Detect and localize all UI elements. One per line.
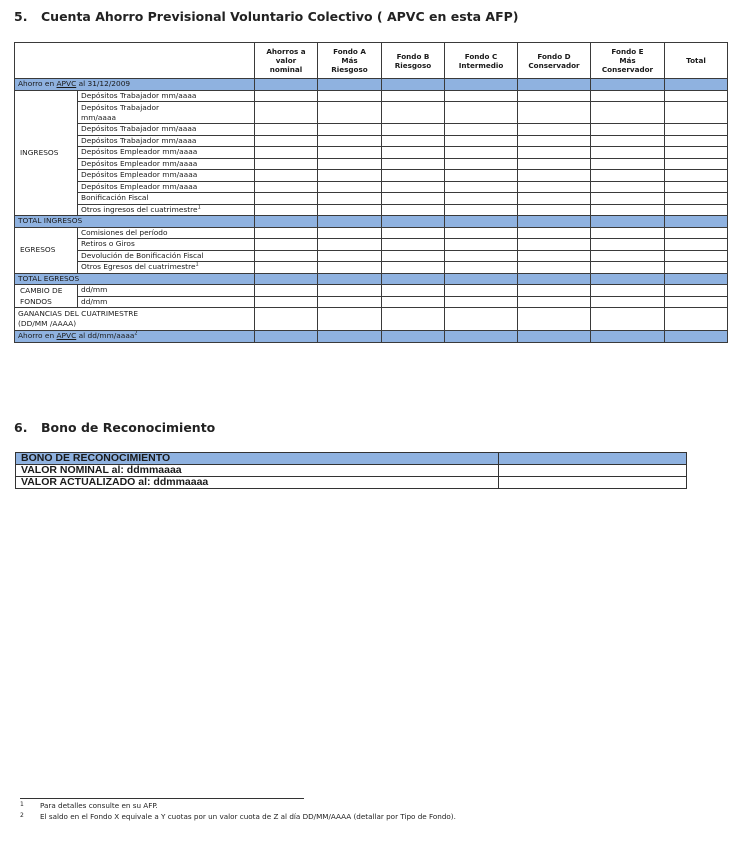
value-cell[interactable]: [445, 124, 518, 136]
value-cell[interactable]: [382, 239, 445, 251]
value-cell[interactable]: [665, 227, 728, 239]
row-label: Ahorro en APVC al dd/mm/aaaa$^2$: [15, 331, 255, 343]
section-number: 6.: [14, 420, 28, 435]
bono-value-cell[interactable]: [499, 477, 687, 489]
value-cell[interactable]: [518, 124, 591, 136]
value-cell[interactable]: [382, 296, 445, 308]
value-cell[interactable]: [518, 181, 591, 193]
value-cell[interactable]: [665, 79, 728, 91]
value-cell[interactable]: [318, 158, 382, 170]
value-cell[interactable]: [318, 135, 382, 147]
bono-value-cell[interactable]: [499, 465, 687, 477]
value-cell[interactable]: [382, 124, 445, 136]
value-cell[interactable]: [665, 135, 728, 147]
value-cell[interactable]: [255, 250, 318, 262]
egresos-row: [15, 239, 728, 251]
value-cell[interactable]: [382, 227, 445, 239]
value-cell[interactable]: [382, 285, 445, 297]
value-cell[interactable]: [591, 204, 665, 216]
row-label: TOTAL EGRESOS: [15, 273, 255, 285]
value-cell[interactable]: [518, 216, 591, 228]
bono-row-nominal: [16, 465, 687, 477]
ingresos-row: [15, 193, 728, 205]
total-egresos-row: [15, 273, 728, 285]
value-cell[interactable]: [255, 296, 318, 308]
value-cell[interactable]: [518, 273, 591, 285]
value-cell[interactable]: [255, 181, 318, 193]
value-cell[interactable]: [445, 135, 518, 147]
ingresos-group-label: INGRESOS: [15, 90, 78, 216]
value-cell[interactable]: [255, 90, 318, 102]
value-cell[interactable]: [591, 147, 665, 159]
value-cell[interactable]: [382, 216, 445, 228]
value-cell[interactable]: [591, 296, 665, 308]
row-label: Depósitos Trabajador mm/aaaa: [78, 102, 255, 124]
value-cell[interactable]: [255, 193, 318, 205]
value-cell[interactable]: [591, 181, 665, 193]
bono-value-cell[interactable]: [499, 453, 687, 465]
value-cell[interactable]: [255, 147, 318, 159]
value-cell[interactable]: [318, 79, 382, 91]
col-header-fondo-c: Fondo C Intermedio: [445, 43, 518, 79]
value-cell[interactable]: [318, 204, 382, 216]
value-cell[interactable]: [318, 102, 382, 124]
header-blank: [15, 43, 255, 79]
value-cell[interactable]: [255, 239, 318, 251]
value-cell[interactable]: [445, 181, 518, 193]
ingresos-row: [15, 135, 728, 147]
row-label: Otros Egresos del cuatrimestre$^1$: [78, 262, 255, 274]
bono-label: VALOR NOMINAL al: ddmmaaaa: [16, 465, 499, 477]
value-cell[interactable]: [318, 216, 382, 228]
value-cell[interactable]: [591, 135, 665, 147]
value-cell[interactable]: [445, 216, 518, 228]
row-label: Depósitos Trabajador mm/aaaa: [78, 124, 255, 136]
value-cell[interactable]: [591, 227, 665, 239]
ingresos-row: [15, 102, 728, 124]
value-cell[interactable]: [445, 273, 518, 285]
value-cell[interactable]: [518, 90, 591, 102]
row-label: Retiros o Giros: [78, 239, 255, 251]
value-cell[interactable]: [591, 308, 665, 331]
value-cell[interactable]: [445, 331, 518, 343]
value-cell[interactable]: [382, 170, 445, 182]
value-cell[interactable]: [318, 331, 382, 343]
value-cell[interactable]: [255, 124, 318, 136]
ingresos-row: [15, 181, 728, 193]
cambio-fondos-label: CAMBIO DE: [15, 285, 78, 297]
value-cell[interactable]: [665, 158, 728, 170]
value-cell[interactable]: [318, 181, 382, 193]
value-cell[interactable]: [665, 250, 728, 262]
row-label: Bonificación Fiscal: [78, 193, 255, 205]
value-cell[interactable]: [445, 158, 518, 170]
value-cell[interactable]: [518, 79, 591, 91]
col-header-fondo-e: Fondo E Más Conservador: [591, 43, 665, 79]
col-header-fondo-a: Fondo A Más Riesgoso: [318, 43, 382, 79]
footnote-divider: [20, 798, 304, 799]
value-cell[interactable]: [255, 331, 318, 343]
row-label: GANANCIAS DEL CUATRIMESTRE (DD/MM /AAAA): [15, 308, 255, 331]
value-cell[interactable]: [591, 158, 665, 170]
row-label: Depósitos Empleador mm/aaaa: [78, 147, 255, 159]
value-cell[interactable]: [255, 227, 318, 239]
value-cell[interactable]: [591, 216, 665, 228]
value-cell[interactable]: [318, 193, 382, 205]
value-cell[interactable]: [665, 170, 728, 182]
value-cell[interactable]: [318, 296, 382, 308]
value-cell[interactable]: [445, 308, 518, 331]
section-title: Cuenta Ahorro Previsional Voluntario Colectivo ( APVC en esta AFP): [41, 9, 519, 24]
value-cell[interactable]: [591, 193, 665, 205]
value-cell[interactable]: [318, 250, 382, 262]
value-cell[interactable]: [382, 147, 445, 159]
footnote-2: 2 El saldo en el Fondo X equivale a Y cuotas por un valor cuota de Z al día DD/MM/AAAA (detallar por Tipo de Fondo).: [20, 812, 456, 821]
value-cell[interactable]: [518, 204, 591, 216]
value-cell[interactable]: [382, 181, 445, 193]
value-cell[interactable]: [255, 273, 318, 285]
value-cell[interactable]: [518, 193, 591, 205]
bono-table: [15, 452, 687, 489]
value-cell[interactable]: [591, 331, 665, 343]
section-5-heading: [14, 9, 519, 24]
value-cell[interactable]: [518, 262, 591, 274]
value-cell[interactable]: [591, 262, 665, 274]
value-cell[interactable]: [318, 147, 382, 159]
value-cell[interactable]: [318, 170, 382, 182]
value-cell[interactable]: [255, 158, 318, 170]
value-cell[interactable]: [665, 308, 728, 331]
cambio-fondos-row: [15, 296, 728, 308]
row-label: Depósitos Empleador mm/aaaa: [78, 158, 255, 170]
ingresos-row: [15, 170, 728, 182]
value-cell[interactable]: [255, 79, 318, 91]
value-cell[interactable]: [665, 204, 728, 216]
value-cell[interactable]: [445, 90, 518, 102]
value-cell[interactable]: [518, 147, 591, 159]
value-cell[interactable]: [445, 193, 518, 205]
value-cell[interactable]: [445, 79, 518, 91]
value-cell[interactable]: [591, 79, 665, 91]
value-cell[interactable]: [518, 250, 591, 262]
col-header-nominal: Ahorros a valor nominal: [255, 43, 318, 79]
footnote-ref: 2: [134, 330, 138, 337]
value-cell[interactable]: [591, 124, 665, 136]
value-cell[interactable]: [445, 239, 518, 251]
value-cell[interactable]: [518, 331, 591, 343]
cambio-fondos-label: FONDOS: [15, 296, 78, 308]
value-cell[interactable]: [318, 285, 382, 297]
value-cell[interactable]: [382, 204, 445, 216]
bono-label: VALOR ACTUALIZADO al: ddmmaaaa: [16, 477, 499, 489]
value-cell[interactable]: [591, 273, 665, 285]
total-ingresos-row: [15, 216, 728, 228]
ingresos-row: [15, 90, 728, 102]
value-cell[interactable]: [255, 170, 318, 182]
value-cell[interactable]: [382, 102, 445, 124]
row-label: dd/mm: [78, 285, 255, 297]
value-cell[interactable]: [518, 135, 591, 147]
value-cell[interactable]: [665, 147, 728, 159]
egresos-row: [15, 250, 728, 262]
row-label: Depósitos Empleador mm/aaaa: [78, 170, 255, 182]
apvc-table: [14, 42, 728, 343]
value-cell[interactable]: [382, 135, 445, 147]
egresos-group-label: EGRESOS: [15, 227, 78, 273]
value-cell[interactable]: [518, 158, 591, 170]
value-cell[interactable]: [665, 216, 728, 228]
value-cell[interactable]: [318, 124, 382, 136]
section-6-heading: [14, 420, 215, 435]
section-number: 5.: [14, 9, 28, 24]
bono-header-label: BONO DE RECONOCIMIENTO: [16, 453, 499, 465]
footnote-ref: 1: [197, 204, 201, 211]
ingresos-row: [15, 204, 728, 216]
value-cell[interactable]: [318, 262, 382, 274]
value-cell[interactable]: [255, 308, 318, 331]
value-cell[interactable]: [591, 90, 665, 102]
value-cell[interactable]: [318, 90, 382, 102]
value-cell[interactable]: [518, 227, 591, 239]
footnote-ref: 1: [195, 261, 199, 268]
value-cell[interactable]: [591, 250, 665, 262]
value-cell[interactable]: [255, 102, 318, 124]
egresos-row: [15, 262, 728, 274]
value-cell[interactable]: [591, 102, 665, 124]
value-cell[interactable]: [665, 124, 728, 136]
ganancias-row: [15, 308, 728, 331]
value-cell[interactable]: [445, 285, 518, 297]
value-cell[interactable]: [318, 273, 382, 285]
ingresos-row: [15, 124, 728, 136]
value-cell[interactable]: [445, 250, 518, 262]
value-cell[interactable]: [445, 170, 518, 182]
value-cell[interactable]: [382, 273, 445, 285]
row-label: TOTAL INGRESOS: [15, 216, 255, 228]
value-cell[interactable]: [665, 262, 728, 274]
value-cell[interactable]: [518, 308, 591, 331]
value-cell[interactable]: [518, 239, 591, 251]
value-cell[interactable]: [665, 273, 728, 285]
value-cell[interactable]: [255, 135, 318, 147]
row-label: Depósitos Empleador mm/aaaa: [78, 181, 255, 193]
value-cell[interactable]: [382, 308, 445, 331]
value-cell[interactable]: [445, 204, 518, 216]
col-header-fondo-b: Fondo B Riesgoso: [382, 43, 445, 79]
value-cell[interactable]: [591, 285, 665, 297]
row-label: Devolución de Bonificación Fiscal: [78, 250, 255, 262]
value-cell[interactable]: [255, 285, 318, 297]
value-cell[interactable]: [665, 90, 728, 102]
col-header-total: Total: [665, 43, 728, 79]
value-cell[interactable]: [382, 193, 445, 205]
bono-row-actualizado: [16, 477, 687, 489]
row-label: dd/mm: [78, 296, 255, 308]
value-cell[interactable]: [665, 102, 728, 124]
row-label: Depósitos Trabajador mm/aaaa: [78, 90, 255, 102]
value-cell[interactable]: [665, 296, 728, 308]
header-row: [15, 43, 728, 79]
value-cell[interactable]: [318, 239, 382, 251]
value-cell[interactable]: [518, 102, 591, 124]
value-cell[interactable]: [445, 227, 518, 239]
value-cell[interactable]: [255, 262, 318, 274]
row-label: Ahorro en APVC al 31/12/2009: [15, 79, 255, 91]
cambio-fondos-row: [15, 285, 728, 297]
value-cell[interactable]: [445, 296, 518, 308]
row-label: Depósitos Trabajador mm/aaaa: [78, 135, 255, 147]
value-cell[interactable]: [318, 308, 382, 331]
value-cell[interactable]: [518, 285, 591, 297]
value-cell[interactable]: [518, 170, 591, 182]
col-header-fondo-d: Fondo D Conservador: [518, 43, 591, 79]
section-title: Bono de Reconocimiento: [41, 420, 216, 435]
value-cell[interactable]: [445, 102, 518, 124]
ingresos-row: [15, 147, 728, 159]
value-cell[interactable]: [665, 181, 728, 193]
value-cell[interactable]: [518, 296, 591, 308]
closing-balance-row: [15, 331, 728, 343]
value-cell[interactable]: [591, 170, 665, 182]
value-cell[interactable]: [318, 227, 382, 239]
value-cell[interactable]: [591, 239, 665, 251]
value-cell[interactable]: [665, 331, 728, 343]
value-cell[interactable]: [382, 331, 445, 343]
footnote-1: 1 Para detalles consulte en su AFP.: [20, 801, 158, 810]
value-cell[interactable]: [665, 239, 728, 251]
value-cell[interactable]: [382, 79, 445, 91]
value-cell[interactable]: [382, 158, 445, 170]
row-label: Comisiones del período: [78, 227, 255, 239]
row-label: Otros ingresos del cuatrimestre$^1$: [78, 204, 255, 216]
ingresos-row: [15, 158, 728, 170]
value-cell[interactable]: [255, 216, 318, 228]
value-cell[interactable]: [382, 262, 445, 274]
value-cell[interactable]: [665, 285, 728, 297]
value-cell[interactable]: [445, 147, 518, 159]
egresos-row: [15, 227, 728, 239]
bono-header-row: [16, 453, 687, 465]
value-cell[interactable]: [255, 204, 318, 216]
opening-balance-row: [15, 79, 728, 91]
value-cell[interactable]: [445, 262, 518, 274]
value-cell[interactable]: [665, 193, 728, 205]
value-cell[interactable]: [382, 250, 445, 262]
value-cell[interactable]: [382, 90, 445, 102]
